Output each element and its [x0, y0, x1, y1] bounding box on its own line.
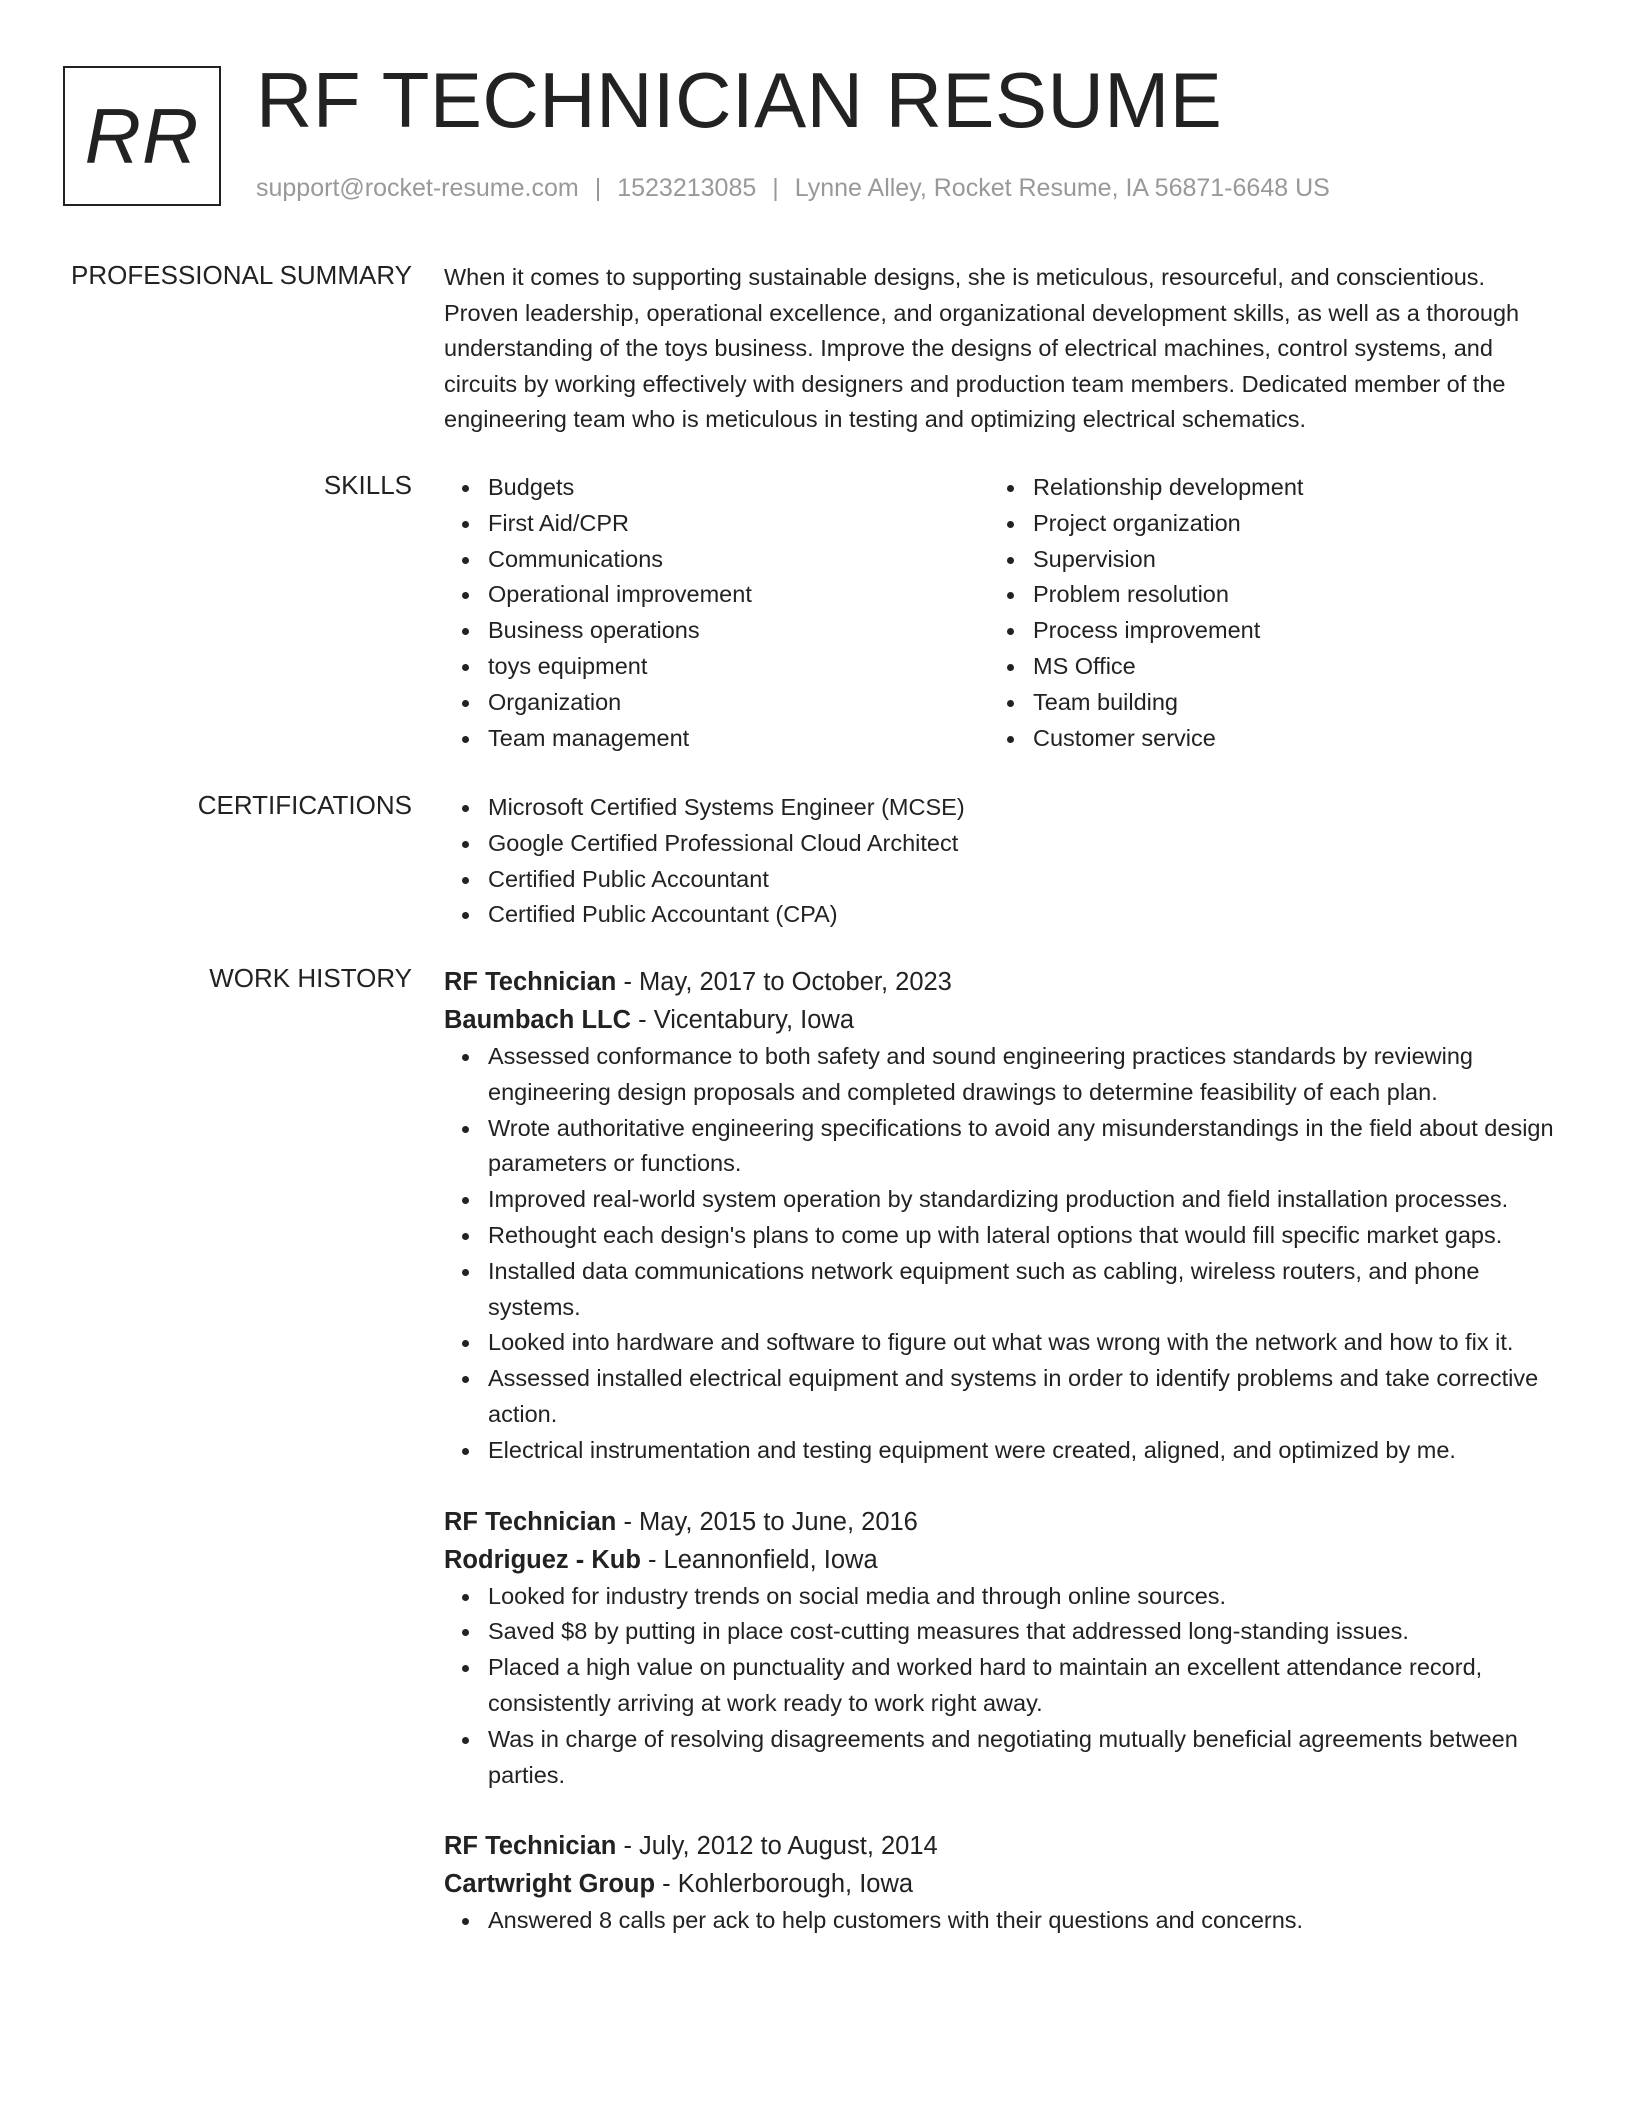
- job-duty-item: Installed data communications network equipment such as cabling, wireless routers, and phone systems.: [488, 1254, 1564, 1326]
- job-duty-item: Assessed conformance to both safety and sound engineering practices standards by reviewing engineering design proposals and completed drawings to determine feasibility of each plan.: [488, 1039, 1564, 1111]
- skill-item: Team building: [1033, 685, 1534, 721]
- job-entry: [444, 1827, 1564, 1939]
- contact-email: support@rocket-resume.com: [256, 174, 579, 202]
- summary-text: When it comes to supporting sustainable designs, she is meticulous, resourceful, and conscientious. Proven leadership, operational excellence, and organizational development skills, as well as a thorough understanding of the toys business. Improve the designs of electrical machines, control systems, and circuits by working effectively with designers and production team members. Dedicated member of the engineering team who is meticulous in testing and optimizing electrical schematics.: [444, 264, 1520, 432]
- certification-item: Certified Public Accountant (CPA): [488, 897, 1564, 933]
- job-title-line: [444, 1503, 1564, 1541]
- job-duties-list: [444, 1903, 1564, 1939]
- job-location: - Kohlerborough, Iowa: [655, 1870, 914, 1899]
- monogram-logo: RR: [63, 66, 221, 206]
- work-history-body: [444, 963, 1564, 1939]
- certification-item: Microsoft Certified Systems Engineer (MCSE): [488, 790, 1564, 826]
- certifications-list: [444, 790, 1564, 933]
- contact-separator: |: [594, 174, 602, 202]
- job-duty-item: Looked for industry trends on social media and through online sources.: [488, 1579, 1564, 1615]
- job-company: Rodriguez - Kub: [444, 1545, 641, 1574]
- job-dates: - May, 2017 to October, 2023: [616, 968, 952, 996]
- skill-item: Relationship development: [1033, 470, 1534, 506]
- certification-item: Google Certified Professional Cloud Architect: [488, 826, 1564, 862]
- certification-item: Certified Public Accountant: [488, 862, 1564, 898]
- job-company-line: [444, 1001, 1564, 1039]
- job-company-line: [444, 1865, 1564, 1903]
- skill-item: Business operations: [488, 613, 989, 649]
- skill-item: Problem resolution: [1033, 577, 1534, 613]
- job-title-line: [444, 963, 1564, 1001]
- job-title: RF Technician: [444, 968, 617, 996]
- job-duty-item: Placed a high value on punctuality and worked hard to maintain an excellent attendance record, consistently arriving at work ready to work right away.: [488, 1650, 1564, 1722]
- skills-list-left: [444, 470, 989, 756]
- job-location: - Leannonfield, Iowa: [640, 1545, 878, 1574]
- job-duties-list: [444, 1579, 1564, 1794]
- contact-line: [256, 174, 1330, 203]
- skill-item: Operational improvement: [488, 577, 989, 613]
- skills-heading: SKILLS: [323, 470, 412, 500]
- skill-item: Supervision: [1033, 542, 1534, 578]
- skill-item: Customer service: [1033, 721, 1534, 757]
- job-duty-item: Saved $8 by putting in place cost-cutting measures that addressed long-standing issues.: [488, 1614, 1564, 1650]
- certifications-body: [444, 790, 1564, 933]
- job-dates: - May, 2015 to June, 2016: [616, 1507, 918, 1536]
- job-title: RF Technician: [444, 1832, 617, 1861]
- job-duty-item: Answered 8 calls per ack to help customers with their questions and concerns.: [488, 1903, 1564, 1939]
- contact-phone: 1523213085: [617, 174, 757, 202]
- skills-list-right: [989, 470, 1534, 756]
- skill-item: Process improvement: [1033, 613, 1534, 649]
- skill-item: Budgets: [488, 470, 989, 506]
- job-duty-item: Wrote authoritative engineering specifications to avoid any misunderstandings in the field about design parameters or functions.: [488, 1111, 1564, 1183]
- job-title-line: [444, 1827, 1564, 1865]
- contact-address: Lynne Alley, Rocket Resume, IA 56871-6648 US: [794, 174, 1330, 202]
- summary-heading: PROFESSIONAL SUMMARY: [71, 260, 412, 290]
- skill-item: Organization: [488, 685, 989, 721]
- job-entry: [444, 1503, 1564, 1794]
- skill-item: Team management: [488, 721, 989, 757]
- skill-item: MS Office: [1033, 649, 1534, 685]
- job-duty-item: Assessed installed electrical equipment and systems in order to identify problems and take corrective action.: [488, 1361, 1564, 1433]
- work-history-heading: WORK HISTORY: [209, 963, 412, 993]
- contact-separator: |: [772, 174, 779, 202]
- job-duty-item: Was in charge of resolving disagreements and negotiating mutually beneficial agreements between parties.: [488, 1722, 1564, 1794]
- job-entry: [444, 963, 1564, 1469]
- job-location: - Vicentabury, Iowa: [631, 1006, 855, 1034]
- skills-body: [444, 470, 1564, 756]
- skill-item: Project organization: [1033, 506, 1534, 542]
- job-duty-item: Improved real-world system operation by standardizing production and field installation processes.: [488, 1182, 1564, 1218]
- job-company: Cartwright Group: [444, 1870, 656, 1899]
- job-duties-list: [444, 1039, 1564, 1469]
- certifications-heading: CERTIFICATIONS: [197, 790, 412, 820]
- job-duty-item: Rethought each design's plans to come up with lateral options that would fill specific market gaps.: [488, 1218, 1564, 1254]
- job-title: RF Technician: [444, 1507, 617, 1536]
- skill-item: First Aid/CPR: [488, 506, 989, 542]
- job-dates: - July, 2012 to August, 2014: [616, 1832, 938, 1861]
- skill-item: toys equipment: [488, 649, 989, 685]
- job-duty-item: Looked into hardware and software to figure out what was wrong with the network and how to fix it.: [488, 1325, 1564, 1361]
- job-company-line: [444, 1541, 1564, 1579]
- job-company: Baumbach LLC: [444, 1006, 632, 1034]
- job-duty-item: Electrical instrumentation and testing equipment were created, aligned, and optimized by me.: [488, 1433, 1564, 1469]
- skill-item: Communications: [488, 542, 989, 578]
- resume-title: RF TECHNICIAN RESUME: [256, 56, 1223, 144]
